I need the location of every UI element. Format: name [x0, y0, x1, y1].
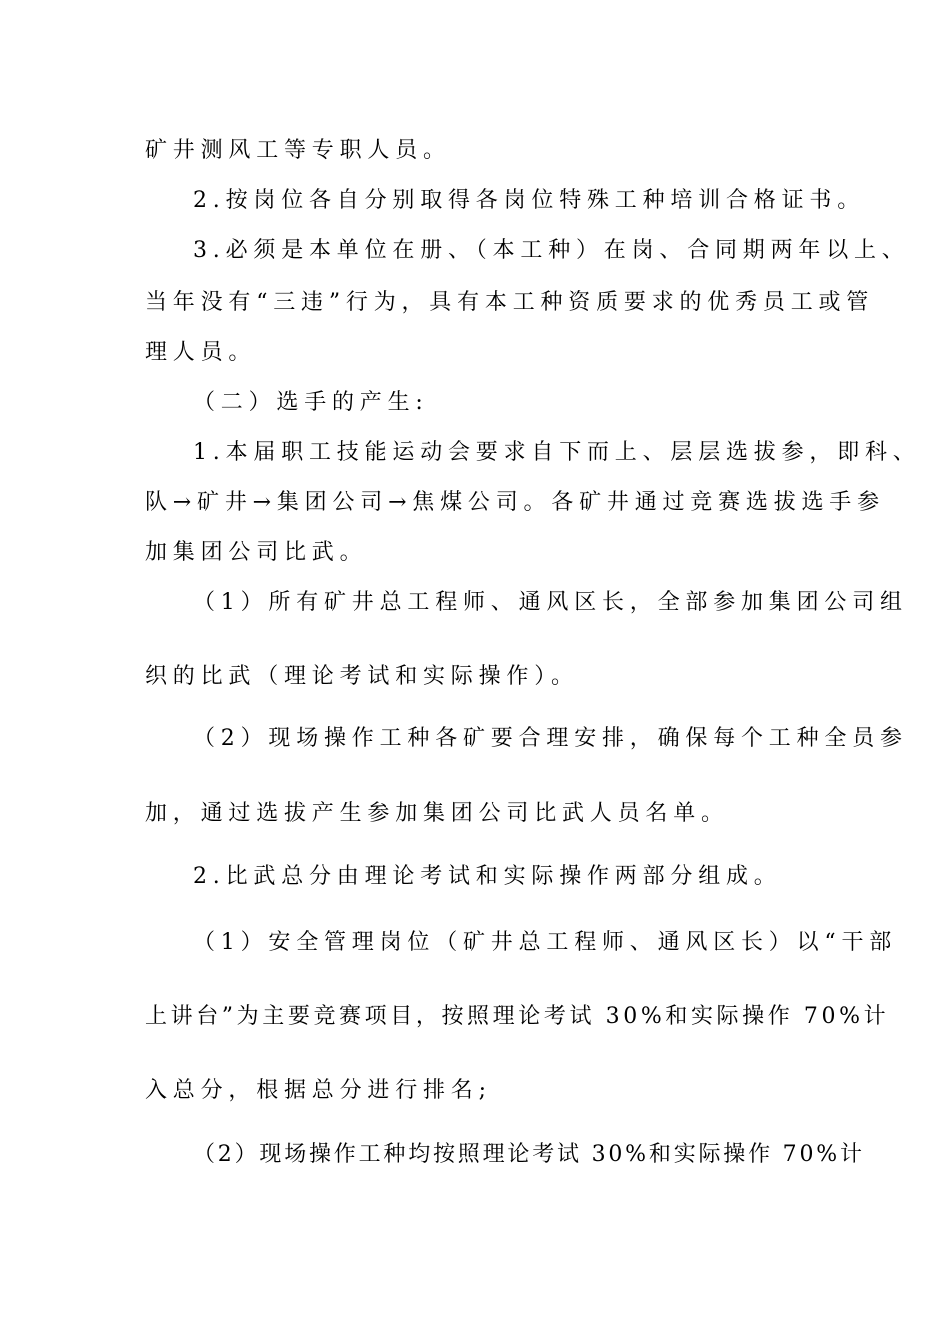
text-line: 当年没有“三违”行为，具有本工种资质要求的优秀员工或管	[145, 290, 875, 315]
text-line: 队→矿井→集团公司→焦煤公司。各矿井通过竞赛选拔选手参	[145, 490, 885, 515]
text-line: （2）现场操作工种各矿要合理安排，确保每个工种全员参	[193, 726, 908, 751]
text-line: （1）所有矿井总工程师、通风区长，全部参加集团公司组	[193, 590, 908, 615]
text-line: （2）现场操作工种均按照理论考试 30%和实际操作 70%计	[193, 1142, 865, 1167]
text-line: 3.必须是本单位在册、（本工种）在岗、合同期两年以上、	[193, 238, 910, 263]
text-line: 2.按岗位各自分别取得各岗位特殊工种培训合格证书。	[193, 188, 865, 213]
text-line: 上讲台”为主要竞赛项目，按照理论考试 30%和实际操作 70%计	[145, 1004, 890, 1029]
text-line: 加集团公司比武。	[145, 540, 368, 565]
section-heading: （二）选手的产生:	[193, 390, 429, 415]
text-line: （1）安全管理岗位（矿井总工程师、通风区长）以“干部	[193, 930, 898, 955]
text-line: 理人员。	[145, 340, 257, 365]
text-line: 2.比武总分由理论考试和实际操作两部分组成。	[193, 864, 782, 889]
text-line: 织的比武（理论考试和实际操作）。	[145, 664, 579, 689]
text-line: 1.本届职工技能运动会要求自下而上、层层选拔参，即科、	[193, 440, 921, 465]
text-line: 入总分，根据总分进行排名;	[145, 1078, 492, 1103]
text-line: 矿井测风工等专职人员。	[145, 138, 451, 163]
text-line: 加，通过选拔产生参加集团公司比武人员名单。	[145, 801, 729, 826]
